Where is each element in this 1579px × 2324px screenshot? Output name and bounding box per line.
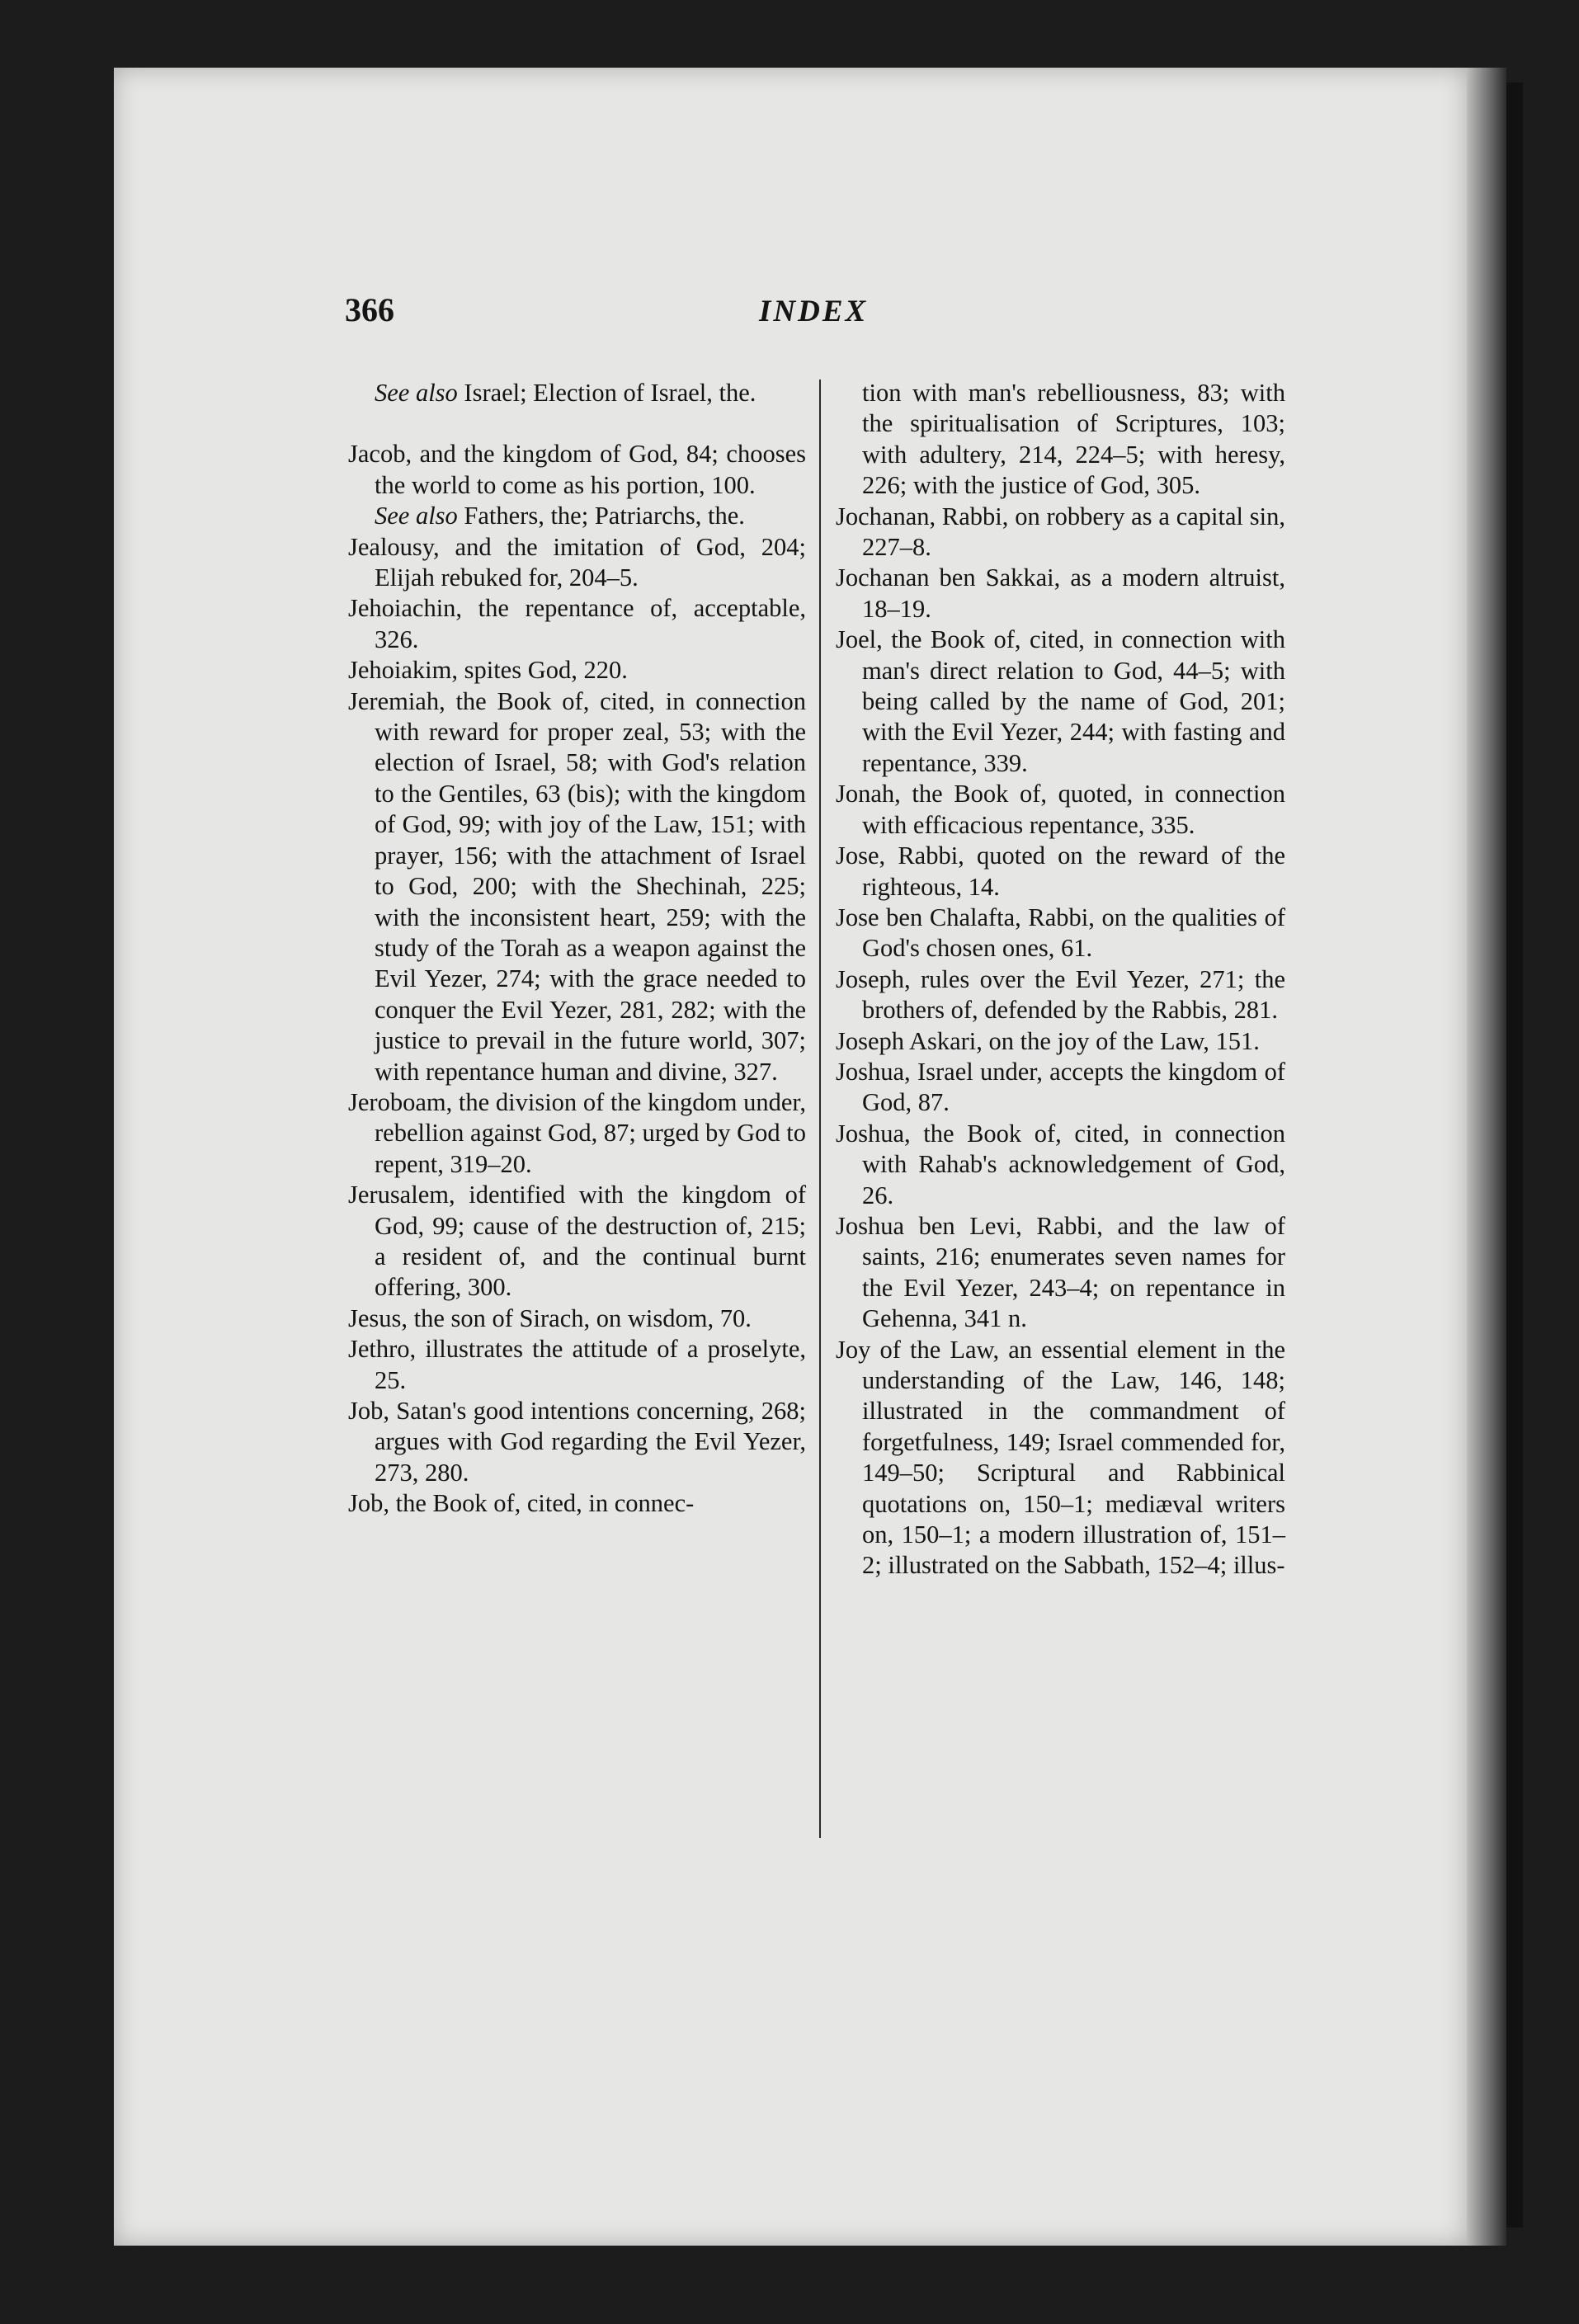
- binding-edge: [1506, 82, 1523, 2227]
- index-entry: Joshua, Israel under, accepts the kingdom of God, 87.: [836, 1057, 1285, 1117]
- index-entry: Jacob, and the kingdom of God, 84; chooses the world to come as his portion, 100.: [348, 440, 806, 499]
- index-entry: Jerusalem, identified with the kingdom of God, 99; cause of the destruction of, 215; a resident of, and the continual burnt offering, 300.: [348, 1181, 806, 1302]
- index-entry: Joel, the Book of, cited, in connection with man's direct relation to God, 44–5; with being called by the name of God, 201; with the Evil Yezer, 244; with fasting and repentance, 339.: [836, 625, 1285, 777]
- index-entry: Joshua ben Levi, Rabbi, and the law of saints, 216; enumerates seven names for the Evil Yezer, 243–4; on repentance in Gehenna, 341 n.: [836, 1211, 1285, 1333]
- index-column-right: [836, 378, 1285, 1582]
- index-entry: Jealousy, and the imitation of God, 204; Elijah rebuked for, 204–5.: [348, 532, 806, 592]
- index-entry: Jose ben Chalafta, Rabbi, on the qualities of God's chosen ones, 61.: [836, 903, 1285, 963]
- index-entry: Joseph, rules over the Evil Yezer, 271; the brothers of, defended by the Rabbis, 281.: [836, 964, 1285, 1025]
- index-entry: Job, Satan's good intentions concerning, 268; argues with God regarding the Evil Yezer, 273, 280.: [348, 1397, 806, 1487]
- index-entry: Jehoiachin, the repentance of, acceptable, 326.: [348, 594, 806, 653]
- index-entry-continued: tion with man's rebelliousness, 83; with the spiritualisation of Scriptures, 103; with adultery, 214, 224–5; with heresy, 226; with the justice of God, 305.: [862, 379, 1285, 500]
- column-divider: [819, 379, 821, 1838]
- see-also-label: See also: [375, 379, 458, 407]
- index-column-left: [348, 378, 806, 1520]
- index-entry: Jehoiakim, spites God, 220.: [348, 656, 628, 685]
- index-entry: Job, the Book of, cited, in connec-: [348, 1489, 695, 1518]
- index-entry: Jeremiah, the Book of, cited, in connection with reward for proper zeal, 53; with the election of Israel, 58; with God's relation to the Gentiles, 63 (bis); with the kingdom of God, 99; with joy of the Law, 151; with prayer, 156; with the attachment of Israel to God, 200; with the Shechinah, 225; with the inconsistent heart, 259; with the study of the Torah as a weapon against the Evil Yezer, 274; with the grace needed to conquer the Evil Yezer, 281, 282; with the justice to prevail in the future world, 307; with repentance human and divine, 327.: [348, 686, 806, 1086]
- entry-gap: [348, 408, 806, 439]
- index-entry: Joshua, the Book of, cited, in connection with Rahab's acknowledgement of God, 26.: [836, 1119, 1285, 1209]
- index-entry: Joy of the Law, an essential element in the understanding of the Law, 146, 148; illustrated in the commandment of forgetfulness, 149; Israel commended for, 149–50; Scriptural and Rabbinical quotations on, 150–1; mediæval writers on, 150–1; a modern illustration of, 151–2; illustrated on the Sabbath, 152–4; illus-: [836, 1335, 1285, 1580]
- index-entry: Jochanan, Rabbi, on robbery as a capital sin, 227–8.: [836, 502, 1285, 562]
- index-entry: Jesus, the son of Sirach, on wisdom, 70.: [348, 1303, 752, 1332]
- index-entry: Jose, Rabbi, quoted on the reward of the righteous, 14.: [836, 841, 1285, 901]
- index-entry: Jonah, the Book of, quoted, in connection with efficacious repentance, 335.: [836, 780, 1285, 839]
- see-also-label: See also: [375, 502, 458, 530]
- see-also-reference: [348, 378, 806, 408]
- page-edge: [1467, 68, 1506, 2246]
- index-entry: Jeroboam, the division of the kingdom under, rebellion against God, 87; urged by God to repent, 319–20.: [348, 1087, 806, 1178]
- page-number: 366: [345, 291, 394, 328]
- see-also-text: Israel; Election of Israel, the.: [464, 379, 757, 407]
- index-entry: Jethro, illustrates the attitude of a proselyte, 25.: [348, 1335, 806, 1394]
- index-entry: Jochanan ben Sakkai, as a modern altruist, 18–19.: [836, 563, 1285, 623]
- index-entry: Joseph Askari, on the joy of the Law, 151.: [836, 1026, 1260, 1055]
- running-head: INDEX: [759, 295, 869, 328]
- see-also-text: Fathers, the; Patriarchs, the.: [464, 502, 745, 530]
- see-also-reference: [348, 501, 806, 531]
